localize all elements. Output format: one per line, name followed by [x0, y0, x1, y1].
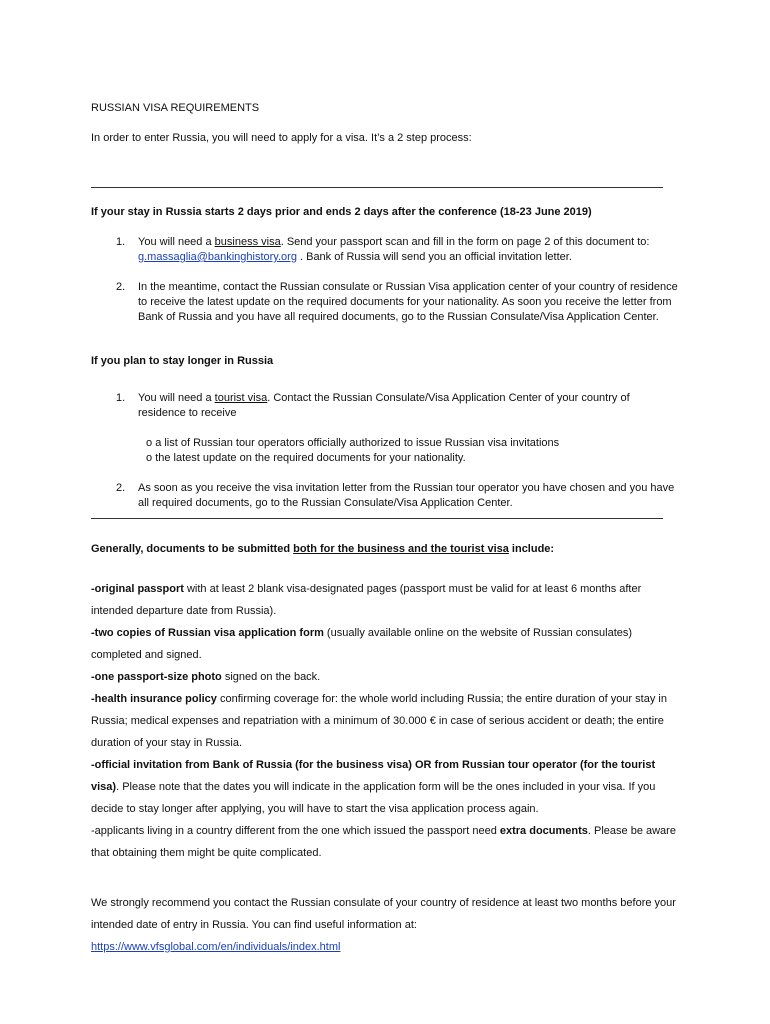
documents-heading: Generally, documents to be submitted both for the business and the tourist visa include:: [91, 543, 555, 555]
doc-official-invitation: -official invitation from Bank of Russia (for the business visa) OR from Russian tour operator (for the tourist visa). Please note that the dates you will indicate in the application form will be the ones included in your visa. If you decide to stay longer after applying, you will have to start the visa application process again.: [91, 759, 656, 815]
section1-item1-number: 1.: [116, 236, 126, 248]
divider-top: [91, 187, 663, 188]
list-item: o the latest update on the required documents for your nationality.: [146, 452, 466, 464]
doc-application-form: -two copies of Russian visa application form (usually available online on the website of Russian consulates) completed and signed.: [91, 627, 633, 661]
closing-text: We strongly recommend you contact the Russian consulate of your country of residence at least two months before your intended date of entry in Russia. You can find useful information at:: [91, 897, 676, 931]
email-link[interactable]: g.massaglia@bankinghistory.org: [138, 251, 297, 263]
business-visa-link: business visa: [214, 236, 281, 248]
section1-item1: You will need a business visa. Send your passport scan and fill in the form on page 2 of this document to: g.massaglia@bankinghistory.org . Bank of Russia will send you an official invitation letter.: [138, 236, 650, 263]
tourist-visa-link: tourist visa: [214, 392, 268, 404]
section2-item2-number: 2.: [116, 482, 126, 494]
section2-heading: If you plan to stay longer in Russia: [91, 355, 274, 367]
doc-photo: -one passport-size photo signed on the back.: [91, 671, 321, 683]
doc-health-insurance: -health insurance policy confirming coverage for: the whole world including Russia; the entire duration of your stay in Russia; medical expenses and repatriation with a minimum of 30.000 € in case of serious accident or death; the entire duration of your stay in Russia.: [91, 693, 667, 749]
bullet-icon: o: [146, 437, 153, 449]
document-title: RUSSIAN VISA REQUIREMENTS: [91, 102, 260, 114]
section2-item1-number: 1.: [116, 392, 126, 404]
doc-extra-documents: -applicants living in a country different from the one which issued the passport need extra documents. Please be aware that obtaining them might be quite complicated.: [91, 825, 676, 859]
documents-list: [91, 578, 681, 864]
list-item: o a list of Russian tour operators officially authorized to issue Russian visa invitations: [146, 437, 560, 449]
divider-bottom: [91, 518, 663, 519]
section1-item2: In the meantime, contact the Russian consulate or Russian Visa application center of your country of residence to receive the latest update on the required documents for your nationality. As soon you receive the letter from Bank of Russia and you have all required documents, go to the Russian Consulate/Visa Application Center.: [138, 281, 678, 323]
bullet-icon: o: [146, 452, 153, 464]
vfsglobal-link[interactable]: https://www.vfsglobal.com/en/individuals/index.html: [91, 941, 341, 953]
section1-item2-number: 2.: [116, 281, 126, 293]
section1-heading: If your stay in Russia starts 2 days prior and ends 2 days after the conference (18-23 June 2019): [91, 206, 592, 218]
closing-paragraph: [91, 892, 681, 958]
intro-text: In order to enter Russia, you will need to apply for a visa. It’s a 2 step process:: [91, 132, 472, 144]
doc-passport: -original passport with at least 2 blank visa-designated pages (passport must be valid for at least 6 months after intended departure date from Russia).: [91, 583, 642, 617]
section2-item1: You will need a tourist visa. Contact the Russian Consulate/Visa Application Center of your country of residence to receive: [138, 392, 630, 419]
section2-item2: As soon as you receive the visa invitation letter from the Russian tour operator you have chosen and you have all required documents, go to the Russian Consulate/Visa Application Center.: [138, 482, 675, 509]
